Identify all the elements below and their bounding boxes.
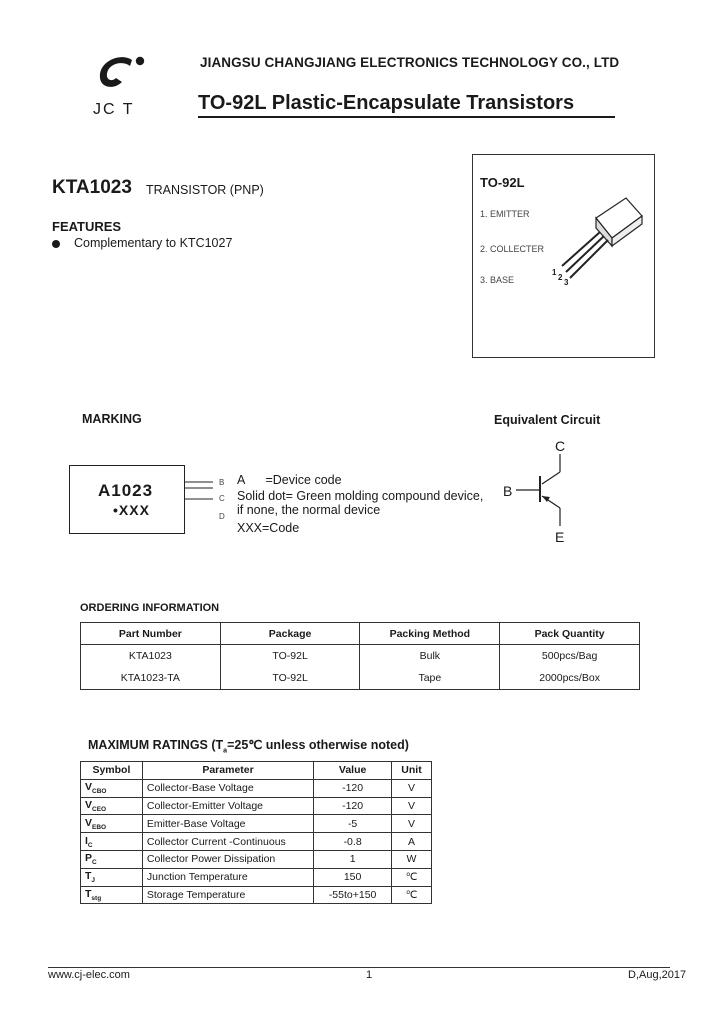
column-header: Value xyxy=(314,762,392,780)
value-cell: -5 xyxy=(314,815,392,833)
parameter-cell: Collector-Emitter Voltage xyxy=(142,797,313,815)
symbol-cell: $V_{CEO}$ xyxy=(81,797,143,815)
max-ratings-table xyxy=(80,761,432,904)
max-ratings-heading: MAXIMUM RATINGS ($T_a=25℃$ unless otherwise noted) xyxy=(88,738,409,755)
table-header-row xyxy=(81,623,640,645)
table-cell: KTA1023-TA xyxy=(81,667,221,690)
table-row xyxy=(81,667,640,690)
table-row xyxy=(81,797,432,815)
pin-collector: 2. COLLECTER xyxy=(480,244,545,254)
parameter-cell: Collector Current -Continuous xyxy=(142,833,313,851)
equivalent-circuit-heading: Equivalent Circuit xyxy=(494,413,601,427)
pin-base: 3. BASE xyxy=(480,275,515,285)
part-number: KTA1023 xyxy=(52,177,132,198)
to92l-package-icon xyxy=(548,188,648,288)
symbol-cell: $T_{stg}$ xyxy=(81,886,143,904)
table-cell: 2000pcs/Box xyxy=(500,667,640,690)
marking-dot-code: •XXX xyxy=(113,502,150,518)
package-title: TO-92L xyxy=(480,175,525,190)
marking-note-device-code: A =Device code xyxy=(237,473,342,487)
value-cell: -120 xyxy=(314,779,392,797)
unit-cell: ℃ xyxy=(392,886,432,904)
table-cell: TO-92L xyxy=(220,645,360,668)
ordering-table xyxy=(80,622,640,690)
column-header: Package xyxy=(220,623,360,645)
symbol-cell: $P_C$ xyxy=(81,850,143,868)
value-cell: -0.8 xyxy=(314,833,392,851)
value-cell: -120 xyxy=(314,797,392,815)
unit-cell: V xyxy=(392,797,432,815)
bullet-icon xyxy=(52,240,60,248)
column-header: Symbol xyxy=(81,762,143,780)
leader-label-c: C xyxy=(219,494,225,503)
unit-cell: W xyxy=(392,850,432,868)
column-header: Unit xyxy=(392,762,432,780)
marking-note-xxx: XXX=Code xyxy=(237,521,300,535)
symbol-cell: $I_C$ xyxy=(81,833,143,851)
company-name: JIANGSU CHANGJIANG ELECTRONICS TECHNOLOGY CO., LTD xyxy=(200,55,620,70)
marking-note-none: if none, the normal device xyxy=(237,503,381,517)
table-row xyxy=(81,645,640,668)
leader-label-b: B xyxy=(219,478,225,487)
table-cell: KTA1023 xyxy=(81,645,221,668)
parameter-cell: Storage Temperature xyxy=(142,886,313,904)
symbol-cell: $T_J$ xyxy=(81,868,143,886)
symbol-cell: $V_{EBO}$ xyxy=(81,815,143,833)
column-header: Part Number xyxy=(81,623,221,645)
features-heading: FEATURES xyxy=(52,219,122,234)
table-row xyxy=(81,850,432,868)
table-cell: TO-92L xyxy=(220,667,360,690)
pin-emitter: 1. EMITTER xyxy=(480,209,530,219)
table-row xyxy=(81,868,432,886)
footer-date: D,Aug,2017 xyxy=(628,969,687,981)
pin-number-1: 1 xyxy=(552,268,557,277)
leader-label-d: D xyxy=(219,512,225,521)
pnp-transistor-symbol-icon xyxy=(510,450,570,530)
footer-divider xyxy=(48,967,670,968)
symbol-cell: $V_{CBO}$ xyxy=(81,779,143,797)
parameter-cell: Emitter-Base Voltage xyxy=(142,815,313,833)
parameter-cell: Collector-Base Voltage xyxy=(142,779,313,797)
marking-leader-lines xyxy=(185,476,235,526)
unit-cell: V xyxy=(392,779,432,797)
unit-cell: V xyxy=(392,815,432,833)
marking-code: A1023 xyxy=(98,481,154,500)
table-cell: 500pcs/Bag xyxy=(500,645,640,668)
circuit-label-base: B xyxy=(503,483,513,499)
parameter-cell: Collector Power Dissipation xyxy=(142,850,313,868)
document-title: TO-92L Plastic-Encapsulate Transistors xyxy=(198,92,615,118)
marking-note-solid-dot: Solid dot= Green molding compound device, xyxy=(237,489,484,503)
value-cell: -55to+150 xyxy=(314,886,392,904)
table-row xyxy=(81,779,432,797)
unit-cell: ℃ xyxy=(392,868,432,886)
table-row xyxy=(81,833,432,851)
pin-number-3: 3 xyxy=(564,278,569,287)
column-header: Parameter xyxy=(142,762,313,780)
table-row xyxy=(81,886,432,904)
parameter-cell: Junction Temperature xyxy=(142,868,313,886)
column-header: Packing Method xyxy=(360,623,500,645)
value-cell: 1 xyxy=(314,850,392,868)
value-cell: 150 xyxy=(314,868,392,886)
ordering-heading: ORDERING INFORMATION xyxy=(80,602,220,614)
table-row xyxy=(81,815,432,833)
table-header-row xyxy=(81,762,432,780)
pin-number-2: 2 xyxy=(558,273,563,282)
table-cell: Tape xyxy=(360,667,500,690)
part-description: TRANSISTOR (PNP) xyxy=(146,183,264,197)
column-header: Pack Quantity xyxy=(500,623,640,645)
logo-letters: JC T xyxy=(93,101,135,118)
jct-logo-icon xyxy=(92,50,152,98)
marking-heading: MARKING xyxy=(82,412,142,426)
feature-item: Complementary to KTC1027 xyxy=(74,236,233,250)
circuit-label-emitter: E xyxy=(555,529,565,545)
table-cell: Bulk xyxy=(360,645,500,668)
footer-website: www.cj-elec.com xyxy=(48,969,130,981)
unit-cell: A xyxy=(392,833,432,851)
page-number: 1 xyxy=(366,969,373,981)
circuit-label-collector: C xyxy=(555,438,566,454)
